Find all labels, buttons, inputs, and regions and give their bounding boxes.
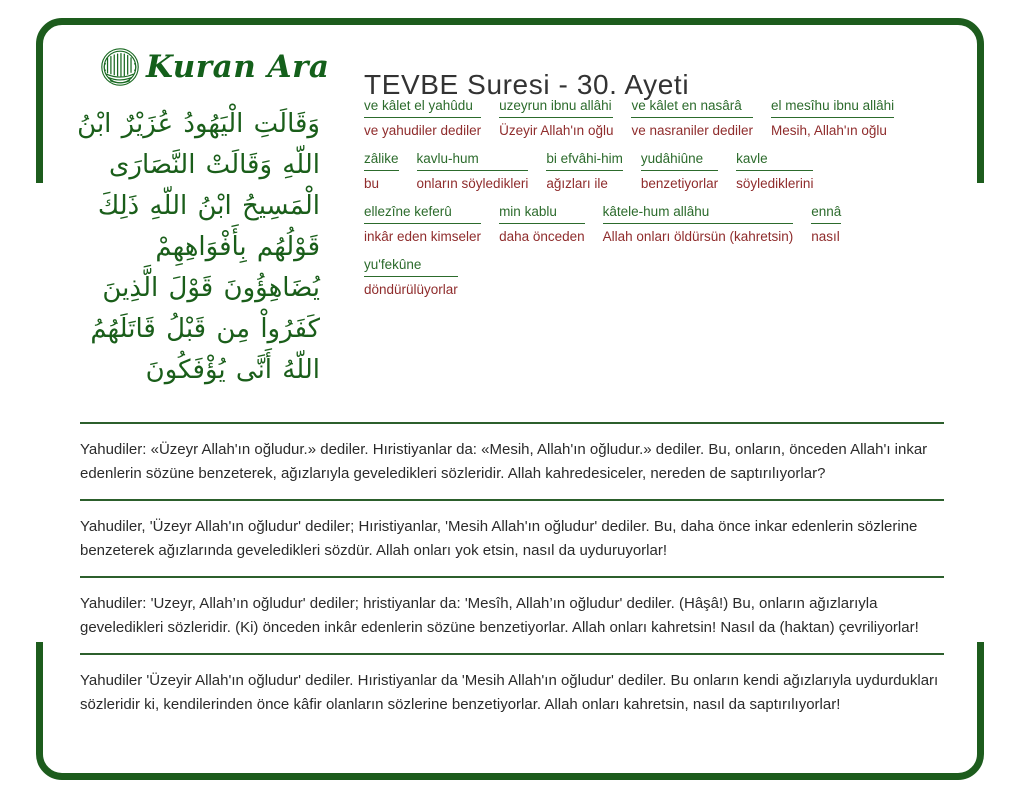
translation-block (80, 422, 944, 499)
word-transliteration: ennâ (811, 204, 841, 224)
word-cell[interactable] (546, 151, 623, 191)
word-meaning: bu (364, 176, 380, 191)
translation-block (80, 653, 944, 730)
word-meaning: daha önceden (499, 229, 585, 244)
translation-text: Yahudiler: «Üzeyr Allah'ın oğludur.» dediler. Hıristiyanlar da: «Mesih, Allah'ın oğludur.» dediler. Bu, onların, önceden Allah'ı inkar edenlerin sözüne benzeterek, ağızlarıyla geveledikleri sözleridir. Allah kahredesiceler, nereden de saptırılıyorlar? (80, 441, 928, 482)
word-transliteration: ve kâlet en nasârâ (631, 98, 753, 118)
word-meaning: söylediklerini (736, 176, 814, 191)
word-transliteration: bi efvâhi-him (546, 151, 623, 171)
word-meaning: onların söyledikleri (416, 176, 529, 191)
word-transliteration: ve kâlet el yahûdu (364, 98, 481, 118)
word-cell[interactable] (417, 151, 529, 191)
word-transliteration: ellezîne keferû (364, 204, 481, 224)
translation-block (80, 499, 944, 576)
translation-text: Yahudiler 'Üzeyir Allah'ın oğludur' dediler. Hıristiyanlar da 'Mesih Allah'ın oğludur' dediler. Bu onların kendi ağızlarıyla uydurdukları sözleridir ki, kendilerinden önce kâfir olanların sözlerine benzetiyorlar. Allah onları kahretsin, nasıl da saptırılıyorlar! (80, 672, 939, 713)
word-transliteration: zâlike (364, 151, 399, 171)
word-cell[interactable] (771, 98, 894, 138)
word-meaning: Mesih, Allah'ın oğlu (771, 123, 887, 138)
word-meaning: ağızları ile (546, 176, 608, 191)
word-meaning: Allah onları öldürsün (kahretsin) (602, 229, 794, 244)
word-cell[interactable] (736, 151, 813, 191)
word-transliteration: min kablu (499, 204, 585, 224)
translation-block (80, 576, 944, 653)
word-transliteration: yudâhiûne (641, 151, 718, 171)
word-cell[interactable] (631, 98, 753, 138)
page-title: TEVBE Suresi - 30. Ayeti (364, 68, 690, 100)
site-logo[interactable] (96, 44, 330, 90)
word-by-word-row (364, 98, 964, 138)
word-by-word-row (364, 204, 964, 244)
word-cell[interactable] (364, 204, 481, 244)
word-cell[interactable] (364, 257, 458, 297)
word-cell[interactable] (811, 204, 841, 244)
word-transliteration: uzeyrun ibnu allâhi (499, 98, 613, 118)
word-cell[interactable] (603, 204, 794, 244)
word-meaning: döndürülüyorlar (364, 282, 458, 297)
word-transliteration: kâtele-hum allâhu (603, 204, 794, 224)
word-meaning: ve yahudiler dediler (364, 123, 482, 138)
word-transliteration: kavlu-hum (417, 151, 529, 171)
word-cell[interactable] (364, 151, 399, 191)
site-logo-text: Kuran Ara (146, 48, 330, 85)
word-meaning: Üzeyir Allah'ın oğlu (499, 123, 614, 138)
translations-list (80, 422, 944, 730)
word-cell[interactable] (364, 98, 481, 138)
translation-text: Yahudiler: 'Uzeyr, Allah’ın oğludur' dediler; hristiyanlar da: 'Mesîh, Allah’ın oğludur' dediler. (Hâşâ!) Bu, onların ağızlarıyla geveledikleri sözleridir. (Ki) önceden inkâr edenlerin sözüne benzetiyorlar. Allah onları kahretsin! Nasıl da (haktan) çevriliyorlar! (80, 595, 919, 636)
word-meaning: nasıl (811, 229, 840, 244)
word-meaning: ve nasraniler dediler (631, 123, 754, 138)
word-by-word-table (364, 98, 964, 310)
translation-text: Yahudiler, 'Üzeyr Allah'ın oğludur' dediler; Hıristiyanlar, 'Mesih Allah'ın oğludur' dediler. Bu, daha önce inkar edenlerin sözlerine benzeterek ağızlarında geveledikleri sözdür. Allah onları yok etsin, nasıl da uyduruyorlar! (80, 518, 918, 559)
quran-seal-icon (96, 44, 144, 90)
word-cell[interactable] (499, 204, 585, 244)
word-by-word-row (364, 151, 964, 191)
word-cell[interactable] (641, 151, 718, 191)
arabic-verse-text: وَقَالَتِ الْيَهُودُ عُزَيْرٌ ابْنُ اللّهِ وَقَالَتْ النَّصَارَى الْمَسِيحُ ابْنُ اللّهِ ذَلِكَ قَوْلُهُم بِأَفْوَاهِهِمْ يُضَاهِؤُونَ قَوْلَ الَّذِينَ كَفَرُواْ مِن قَبْلُ قَاتَلَهُمُ اللّهُ أَنَّى يُؤْفَكُونَ (77, 109, 320, 385)
word-meaning: inkâr eden kimseler (364, 229, 482, 244)
word-cell[interactable] (499, 98, 613, 138)
word-transliteration: yu'fekûne (364, 257, 458, 277)
word-by-word-row (364, 257, 964, 297)
word-transliteration: kavle (736, 151, 813, 171)
word-meaning: benzetiyorlar (640, 176, 719, 191)
word-transliteration: el mesîhu ibnu allâhi (771, 98, 894, 118)
